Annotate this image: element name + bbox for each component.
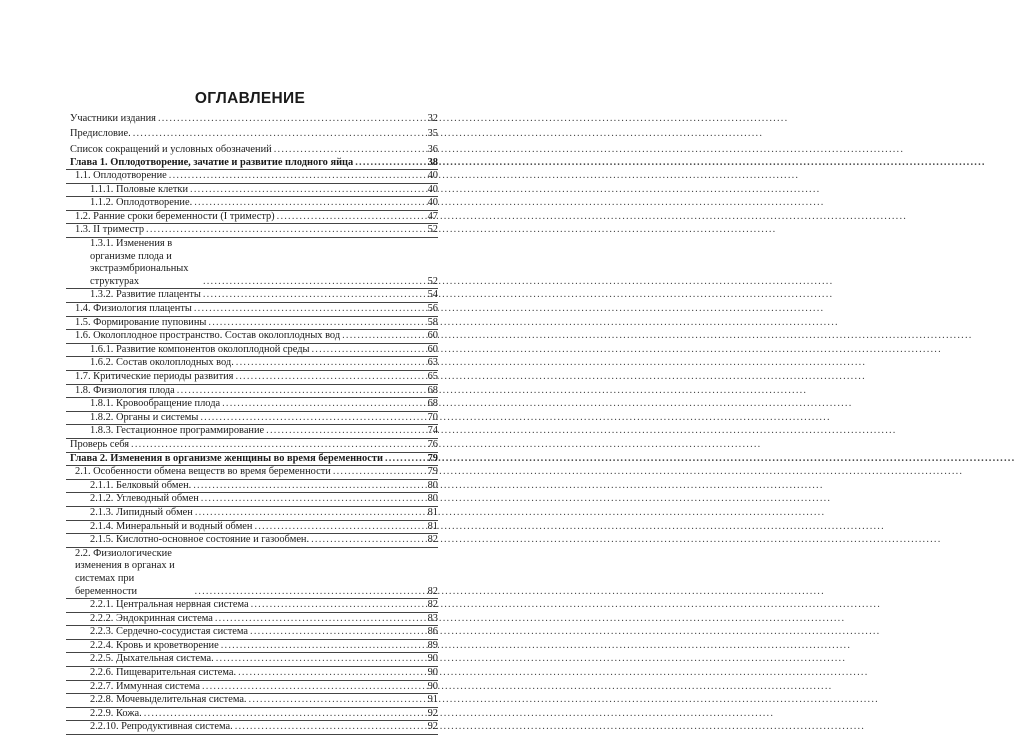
toc-entry (66, 371, 438, 385)
toc-entry (66, 184, 438, 198)
dot-leader (190, 184, 422, 197)
toc-entry-label: Список сокращений и условных обозначений (70, 143, 272, 155)
dot-leader (238, 667, 422, 680)
toc-page-number: 40 (427, 183, 438, 195)
toc-page-number: 52 (427, 275, 438, 287)
toc-entry (66, 330, 438, 344)
toc-entry (66, 385, 438, 399)
toc-entry (66, 126, 438, 142)
dot-leader (251, 599, 422, 612)
toc-entry-label: 2.2.9. Кожа. (90, 707, 142, 719)
toc-entry-label: 2.2.5. Дыхательная система. (90, 653, 214, 665)
dot-leader (385, 453, 422, 466)
toc-page-number: 56 (427, 303, 438, 315)
dot-leader (193, 480, 422, 493)
toc-entry-label: 1.1. Оплодотворение (75, 170, 167, 182)
toc-page-number: 92 (427, 707, 438, 719)
dot-leader (194, 197, 422, 210)
dot-leader (311, 534, 422, 547)
toc-page-number: 81 (427, 506, 438, 518)
toc-entry (66, 653, 438, 667)
toc-entry-label: 1.4. Физиология плаценты (75, 303, 192, 315)
toc-entry (66, 694, 438, 708)
toc-page-number: 79 (427, 452, 438, 464)
toc-entry (66, 681, 438, 695)
toc-page-number: 91 (427, 694, 438, 706)
toc-page-number: 36 (427, 143, 438, 155)
toc-entry (66, 507, 438, 521)
toc-page-number: 58 (427, 316, 438, 328)
page-title: ОГЛАВЛЕНИЕ (194, 90, 306, 107)
dot-leader (250, 626, 422, 639)
dot-leader (222, 398, 422, 411)
toc-entry (66, 141, 438, 157)
toc-entry-label: 1.6. Околоплодное пространство. Состав околоплодных вод (75, 330, 341, 342)
toc-page-number: 68 (427, 384, 438, 396)
dot-leader (131, 439, 422, 452)
toc-entry-label: 2.1.4. Минеральный и водный обмен (90, 520, 253, 532)
dot-leader (203, 276, 422, 289)
toc-entry (66, 398, 438, 412)
toc-entry (66, 197, 438, 211)
toc-entry-label: 1.2. Ранние сроки беременности (I триместр) (75, 210, 275, 222)
toc-page-number: 82 (427, 534, 438, 546)
toc-page-number: 60 (427, 330, 438, 342)
toc-entry (66, 317, 438, 331)
toc-page-number: 63 (427, 357, 438, 369)
toc-page-number: 82 (427, 585, 438, 597)
toc-entry (66, 412, 438, 426)
toc-entry-label: 1.1.1. Половые клетки (90, 183, 189, 195)
toc-page-number: 47 (427, 210, 438, 222)
toc-entry-label: 2.2.10. Репродуктивная система. (90, 721, 233, 733)
dot-leader (342, 330, 422, 343)
dot-leader (355, 157, 422, 170)
dot-leader (221, 640, 422, 653)
dot-leader (144, 708, 422, 721)
dot-leader (311, 344, 422, 357)
toc-entry (66, 238, 438, 289)
toc-page-number: 52 (427, 224, 438, 236)
dot-leader (333, 466, 422, 479)
toc-page-number: 40 (427, 170, 438, 182)
toc-entry (66, 721, 438, 735)
toc-entry-label: 2.2.1. Центральная нервная система (90, 599, 249, 611)
toc-entry (66, 708, 438, 722)
dot-leader (133, 128, 422, 141)
dot-leader (249, 694, 422, 707)
toc-entry (66, 640, 438, 654)
dot-leader (203, 289, 422, 302)
toc-entry (66, 534, 438, 548)
dot-leader (146, 224, 422, 237)
toc-entry-label: 1.1.2. Оплодотворение. (90, 197, 193, 209)
dot-leader (177, 385, 422, 398)
toc-page-number: 80 (427, 479, 438, 491)
toc-entry-label: 2.1.1. Белковый обмен. (90, 479, 192, 491)
toc-page-number: 35 (427, 128, 438, 140)
toc-entry (66, 303, 438, 317)
toc-page-number: 90 (427, 653, 438, 665)
toc-entry-label: Проверь себя (70, 438, 130, 450)
dot-leader (195, 507, 422, 520)
toc-page-number: 80 (427, 493, 438, 505)
toc-entry-label: 2.2. Физиологические изменения в органах и системах при беременности (75, 547, 175, 597)
toc-entry-label: 1.3. II триместр (75, 224, 145, 236)
table-of-contents (66, 110, 438, 735)
toc-entry (66, 548, 438, 599)
toc-page-number: 79 (427, 466, 438, 478)
dot-leader (202, 681, 422, 694)
toc-entry-label: 2.1.5. Кислотно-основное состояние и газообмен. (90, 534, 310, 546)
dot-leader (169, 170, 422, 183)
dot-leader (200, 412, 422, 425)
toc-entry (66, 170, 438, 184)
toc-page-number: 92 (427, 721, 438, 733)
toc-entry (66, 493, 438, 507)
toc-page-number: 83 (427, 612, 438, 624)
toc-page-number: 74 (427, 425, 438, 437)
toc-page-number: 70 (427, 411, 438, 423)
toc-entry (66, 289, 438, 303)
toc-page-number: 81 (427, 520, 438, 532)
dot-leader (194, 586, 422, 599)
toc-entry (66, 466, 438, 480)
toc-entry-label: 2.1.3. Липидный обмен (90, 506, 193, 518)
dot-leader (236, 357, 422, 370)
toc-entry (66, 110, 438, 126)
toc-entry-label: 1.6.1. Развитие компонентов околоплодной среды (90, 343, 310, 355)
toc-chapter-entry (66, 157, 438, 171)
toc-entry-label: 1.8.2. Органы и системы (90, 411, 199, 423)
toc-page-number: 38 (427, 156, 438, 168)
toc-entry (66, 357, 438, 371)
toc-entry-label: 2.1.2. Углеводный обмен (90, 493, 199, 505)
toc-entry-label: 1.3.2. Развитие плаценты (90, 289, 201, 301)
toc-entry-label: 1.8.3. Гестационное программирование (90, 425, 265, 437)
toc-page-number: 90 (427, 667, 438, 679)
toc-entry-label: 2.1. Особенности обмена веществ во время беременности (75, 466, 331, 478)
toc-entry-label: Глава 1. Оплодотворение, зачатие и развитие плодного яйца (70, 156, 354, 168)
toc-entry (66, 439, 438, 453)
toc-entry-label: Глава 2. Изменения в организме женщины во время беременности (70, 452, 383, 464)
toc-entry (66, 480, 438, 494)
toc-page-number: 65 (427, 371, 438, 382)
toc-entry-label: 2.2.6. Пищеварительная система. (90, 667, 237, 679)
dot-leader (235, 371, 422, 384)
toc-entry-label: 1.8. Физиология плода (75, 384, 175, 396)
toc-entry-label: 1.5. Формирование пуповины (75, 316, 207, 328)
dot-leader (208, 317, 422, 330)
dot-leader (266, 425, 422, 438)
dot-leader (216, 653, 422, 666)
toc-entry-label: Участники издания (70, 112, 156, 124)
dot-leader (158, 113, 422, 126)
toc-page-number: 82 (427, 599, 438, 611)
toc-entry (66, 344, 438, 358)
dot-leader (254, 521, 422, 534)
toc-page-number: 90 (427, 680, 438, 692)
toc-page-number: 68 (427, 398, 438, 410)
toc-entry-label: 1.8.1. Кровообращение плода (90, 398, 221, 410)
toc-entry (66, 521, 438, 535)
dot-leader (201, 493, 422, 506)
toc-entry (66, 224, 438, 238)
dot-leader (215, 613, 422, 626)
toc-chapter-entry (66, 453, 438, 467)
toc-entry (66, 211, 438, 225)
toc-page-number: 40 (427, 197, 438, 209)
dot-leader (194, 303, 422, 316)
toc-page-number: 32 (427, 112, 438, 124)
toc-page-number: 76 (427, 438, 438, 450)
toc-entry-label: 2.2.2. Эндокринная система (90, 612, 213, 624)
toc-entry-label: Предисловие. (70, 128, 131, 140)
toc-entry-label: 1.3.1. Изменения в организме плода и экстраэмбриональных структурах (90, 238, 189, 287)
toc-page-number: 54 (427, 289, 438, 301)
toc-entry (66, 626, 438, 640)
dot-leader (235, 721, 422, 734)
toc-entry (66, 425, 438, 439)
toc-entry-label: 2.2.4. Кровь и кроветворение (90, 639, 219, 651)
toc-entry (66, 613, 438, 627)
toc-entry-label: 2.2.3. Сердечно-сосудистая система (90, 626, 249, 638)
toc-entry (66, 667, 438, 681)
toc-entry-label: 1.7. Критические периоды развития (75, 371, 234, 382)
toc-entry (66, 599, 438, 613)
toc-page-number: 86 (427, 626, 438, 638)
toc-entry-label: 2.2.7. Иммунная система (90, 680, 200, 692)
dot-leader (277, 211, 422, 224)
toc-page-number: 60 (427, 343, 438, 355)
page (0, 0, 500, 733)
toc-entry-label: 1.6.2. Состав околоплодных вод. (90, 357, 234, 369)
toc-entry-label: 2.2.8. Мочевыделительная система. (90, 694, 247, 706)
dot-leader (274, 144, 422, 157)
toc-page-number: 89 (427, 639, 438, 651)
